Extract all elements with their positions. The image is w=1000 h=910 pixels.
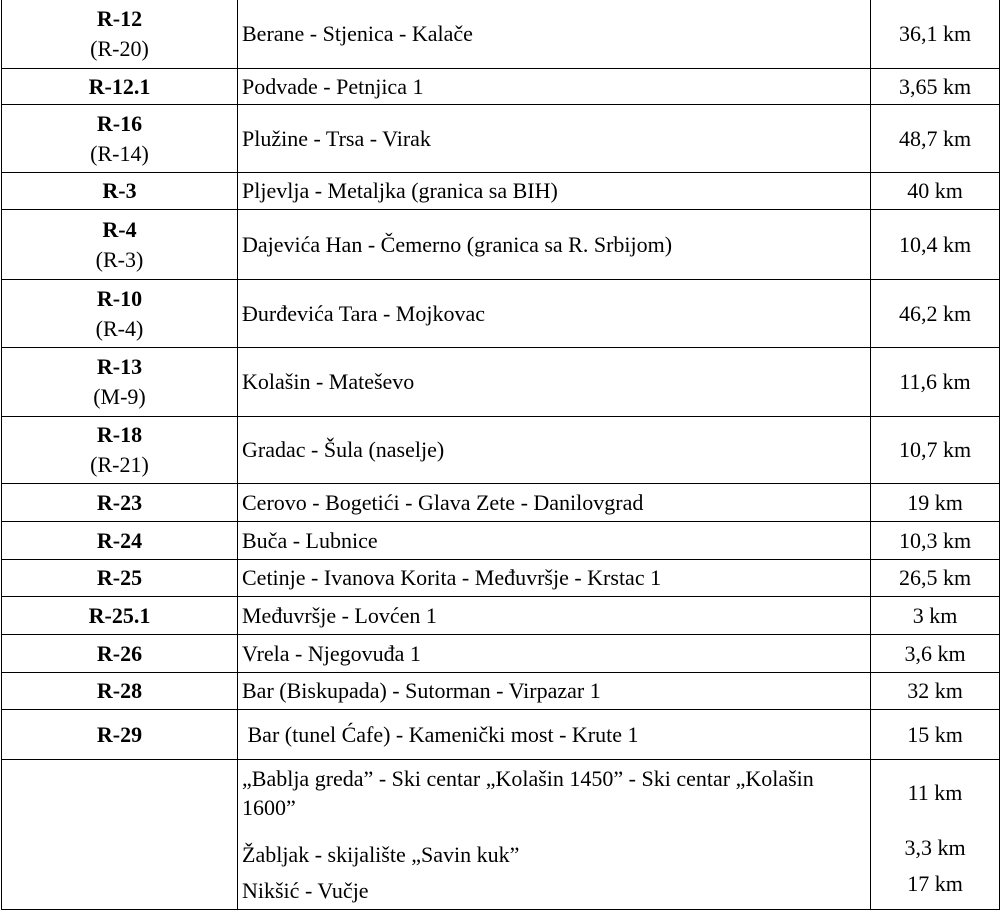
distance-line: 3,3 km [904,835,966,860]
road-code-cell [2,635,238,673]
table-row [2,597,1000,635]
road-code-cell [2,710,238,760]
old-road-code: (R-14) [90,140,149,166]
roads-table [1,0,1000,910]
road-code-cell [2,522,238,560]
old-road-code: (R-4) [95,315,144,341]
table-row [2,673,1000,710]
road-code: R-28 [96,678,143,703]
route-cell: Vrela - Njegovuđa 1 [238,635,871,673]
road-code: R-16 [96,110,143,136]
distance-cell: 36,1 km [871,0,1000,69]
road-code-cell [2,280,238,348]
route-cell: Berane - Stjenica - Kalače [238,0,871,69]
distance-cell: 32 km [871,673,1000,710]
old-road-code: (R-21) [90,452,149,477]
road-code: R-29 [96,721,143,747]
table-row [2,210,1000,280]
distance-cell: 3,65 km [871,69,1000,105]
old-road-code: (R-20) [90,35,149,61]
road-code: R-12 [96,5,143,31]
road-code: R-4 [102,216,137,242]
table-row [2,417,1000,484]
road-code-cell [2,210,238,280]
table-row [2,0,1000,69]
table-row [2,760,1000,910]
route-cell: Plužine - Trsa - Virak [238,105,871,173]
route-cell: Bar (tunel Ćafe) - Kamenički most - Krute 1 [238,710,871,760]
route-line: Nikšić - Vučje [242,878,369,903]
route-cell: Kolašin - Mateševo [238,348,871,417]
table-row [2,710,1000,760]
road-code-cell [2,597,238,635]
distance-cell: 10,4 km [871,210,1000,280]
table-row [2,280,1000,348]
table-row [2,522,1000,560]
route-cell: Cerovo - Bogetići - Glava Zete - Danilovgrad [238,484,871,522]
route-cell: Gradac - Šula (naselje) [238,417,871,484]
road-code: R-24 [96,527,143,553]
road-code: R-10 [96,285,143,311]
distance-cell: 15 km [871,710,1000,760]
road-code-cell [2,105,238,173]
distance-line: 11 km [907,780,963,805]
route-line: Žabljak - skijalište „Savin kuk” [242,842,520,867]
table-row [2,348,1000,417]
distance-cell: 19 km [871,484,1000,522]
road-code-cell [2,560,238,597]
table-row [2,69,1000,105]
distance-cell: 10,3 km [871,522,1000,560]
route-cell: Pljevlja - Metaljka (granica sa BIH) [238,173,871,210]
road-code: R-18 [96,422,143,447]
distance-cell: 10,7 km [871,417,1000,484]
distance-cell: 48,7 km [871,105,1000,173]
route-cell: Cetinje - Ivanova Korita - Međuvršje - Krstac 1 [238,560,871,597]
road-code-cell [2,484,238,522]
distance-cell: 46,2 km [871,280,1000,348]
table-row [2,105,1000,173]
route-cell: Međuvršje - Lovćen 1 [238,597,871,635]
road-code-cell [2,348,238,417]
table-row [2,635,1000,673]
route-cell: Bar (Biskupada) - Sutorman - Virpazar 1 [238,673,871,710]
old-road-code: (R-3) [95,246,144,272]
road-code: R-26 [96,640,143,666]
distance-cell: 3 km [871,597,1000,635]
route-line: „Bablja greda” - Ski centar „Kolašin 1450” - Ski centar „Kolašin 1600” [242,766,814,820]
old-road-code: (M-9) [93,384,146,409]
road-code: R-13 [96,354,143,379]
road-code: R-25 [96,565,143,590]
table-row [2,560,1000,597]
distance-cell: 26,5 km [871,560,1000,597]
table-row [2,173,1000,210]
route-cell [238,760,871,910]
route-cell: Podvade - Petnjica 1 [238,69,871,105]
road-code-cell [2,69,238,105]
road-code-cell [2,673,238,710]
road-code: R-3 [102,178,137,203]
distance-cell: 3,6 km [871,635,1000,673]
distance-cell [871,760,1000,910]
distance-line: 17 km [907,871,963,896]
road-code: R-25.1 [88,602,151,628]
table-row [2,484,1000,522]
route-cell: Buča - Lubnice [238,522,871,560]
road-code-cell [2,173,238,210]
route-cell: Dajevića Han - Čemerno (granica sa R. Srbijom) [238,210,871,280]
road-code-cell [2,760,238,910]
road-code: R-12.1 [88,73,151,99]
distance-cell: 40 km [871,173,1000,210]
road-code-cell [2,417,238,484]
road-code: R-23 [96,489,143,515]
route-cell: Đurđevića Tara - Mojkovac [238,280,871,348]
road-code-cell [2,0,238,69]
distance-cell: 11,6 km [871,348,1000,417]
